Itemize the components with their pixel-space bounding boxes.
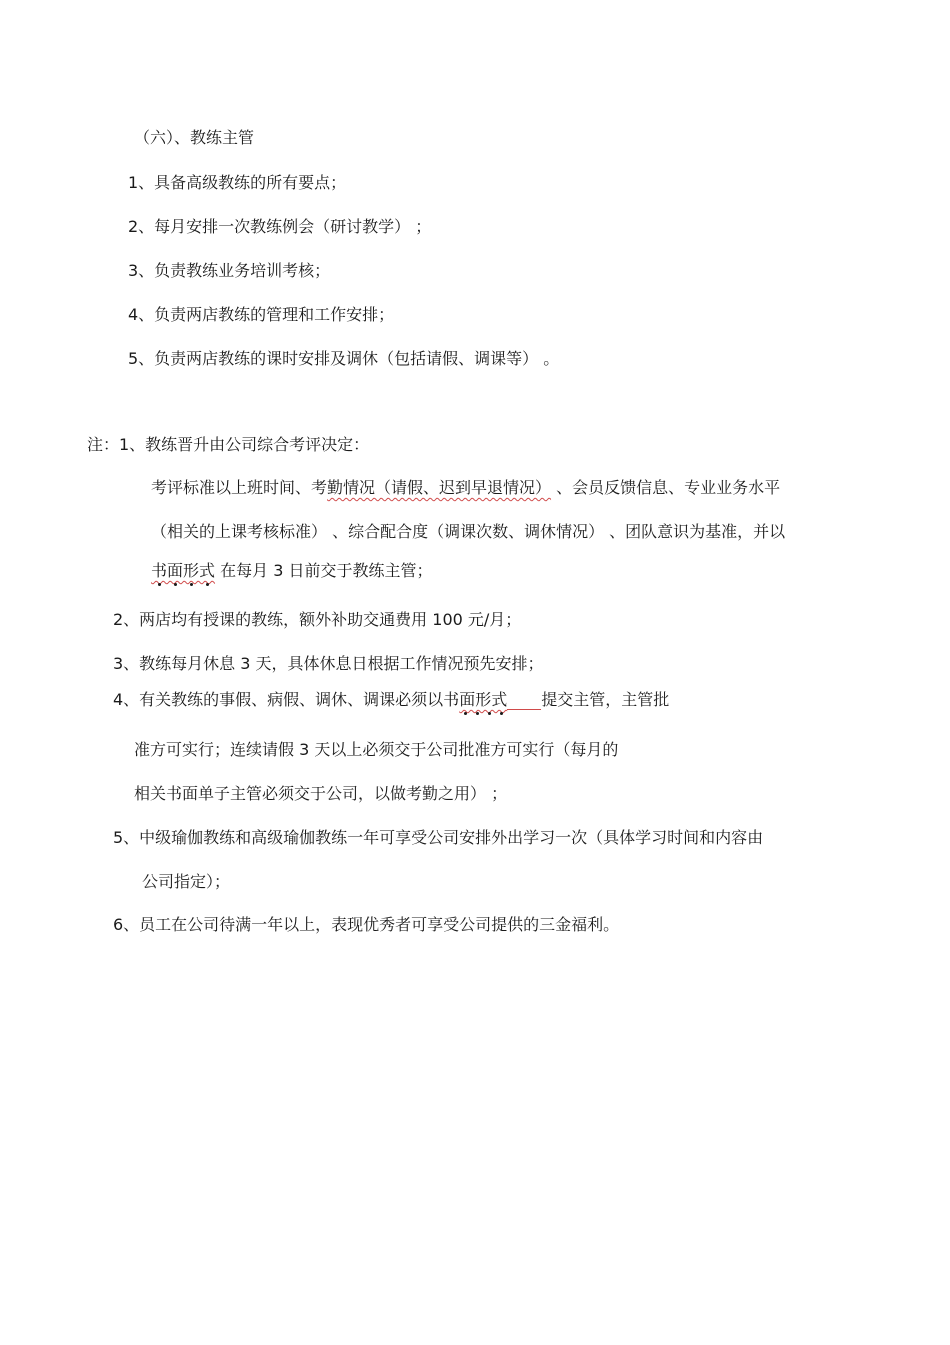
note-6: 6、员工在公司待满一年以上，表现优秀者可享受公司提供的三金福利。 <box>113 915 620 934</box>
note-2: 2、两店均有授课的教练，额外补助交通费用 100 元/月； <box>113 610 522 629</box>
emphasis-dots <box>459 712 507 718</box>
note-3: 3、教练每月休息 3 天，具体休息日根据工作情况预先安排； <box>113 654 544 673</box>
emphasis-text: 面形式 <box>459 690 508 709</box>
emphasis-text: 书面形式 <box>151 561 216 580</box>
list-item: 4、负责两店教练的管理和工作安排； <box>128 305 395 324</box>
written-form-emphasis <box>151 561 215 580</box>
note-4-line-1 <box>113 690 669 710</box>
written-form-emphasis <box>459 690 507 709</box>
note-4-line-2: 准方可实行；连续请假 3 天以上必须交于公司批准方可实行（每月的 <box>134 740 619 759</box>
note-4-text: 提交主管，主管批 <box>541 690 670 709</box>
emphasis-dots <box>151 583 215 589</box>
note-1-intro: 注：1、教练晋升由公司综合考评决定： <box>87 435 370 454</box>
attendance-highlight: 勤情况（请假、迟到早退情况） <box>327 478 552 497</box>
note-4-text: 4、有关教练的事假、病假、调休、调课必须以书 <box>113 690 460 709</box>
section-heading: （六）、教练主管 <box>134 128 255 147</box>
list-item: 2、每月安排一次教练例会（研讨教学） ； <box>128 217 432 236</box>
list-item: 3、负责教练业务培训考核； <box>128 261 331 280</box>
note-1-paragraph-line-1 <box>151 478 780 498</box>
note-1-paragraph-line-2: （相关的上课考核标准） 、综合配合度（调课次数、调休情况） 、团队意识为基准，并以 <box>151 522 786 541</box>
note-5-line-1: 5、中级瑜伽教练和高级瑜伽教练一年可享受公司安排外出学习一次（具体学习时间和内容由 <box>113 828 764 847</box>
list-item: 1、具备高级教练的所有要点； <box>128 173 347 192</box>
note-1-paragraph-line-3 <box>151 561 432 581</box>
note-1-text: 在每月 3 日前交于教练主管； <box>215 561 433 580</box>
note-5-line-2: 公司指定）； <box>142 872 231 891</box>
note-1-text: 考评标准以上班时间、考 <box>151 478 328 497</box>
note-1-text: 、会员反馈信息、专业业务水平 <box>551 478 781 497</box>
note-4-line-3: 相关书面单子主管必须交于公司，以做考勤之用） ； <box>134 784 508 803</box>
list-item: 5、负责两店教练的课时安排及调休（包括请假、调课等） 。 <box>128 349 560 368</box>
underline-blank <box>507 709 541 710</box>
